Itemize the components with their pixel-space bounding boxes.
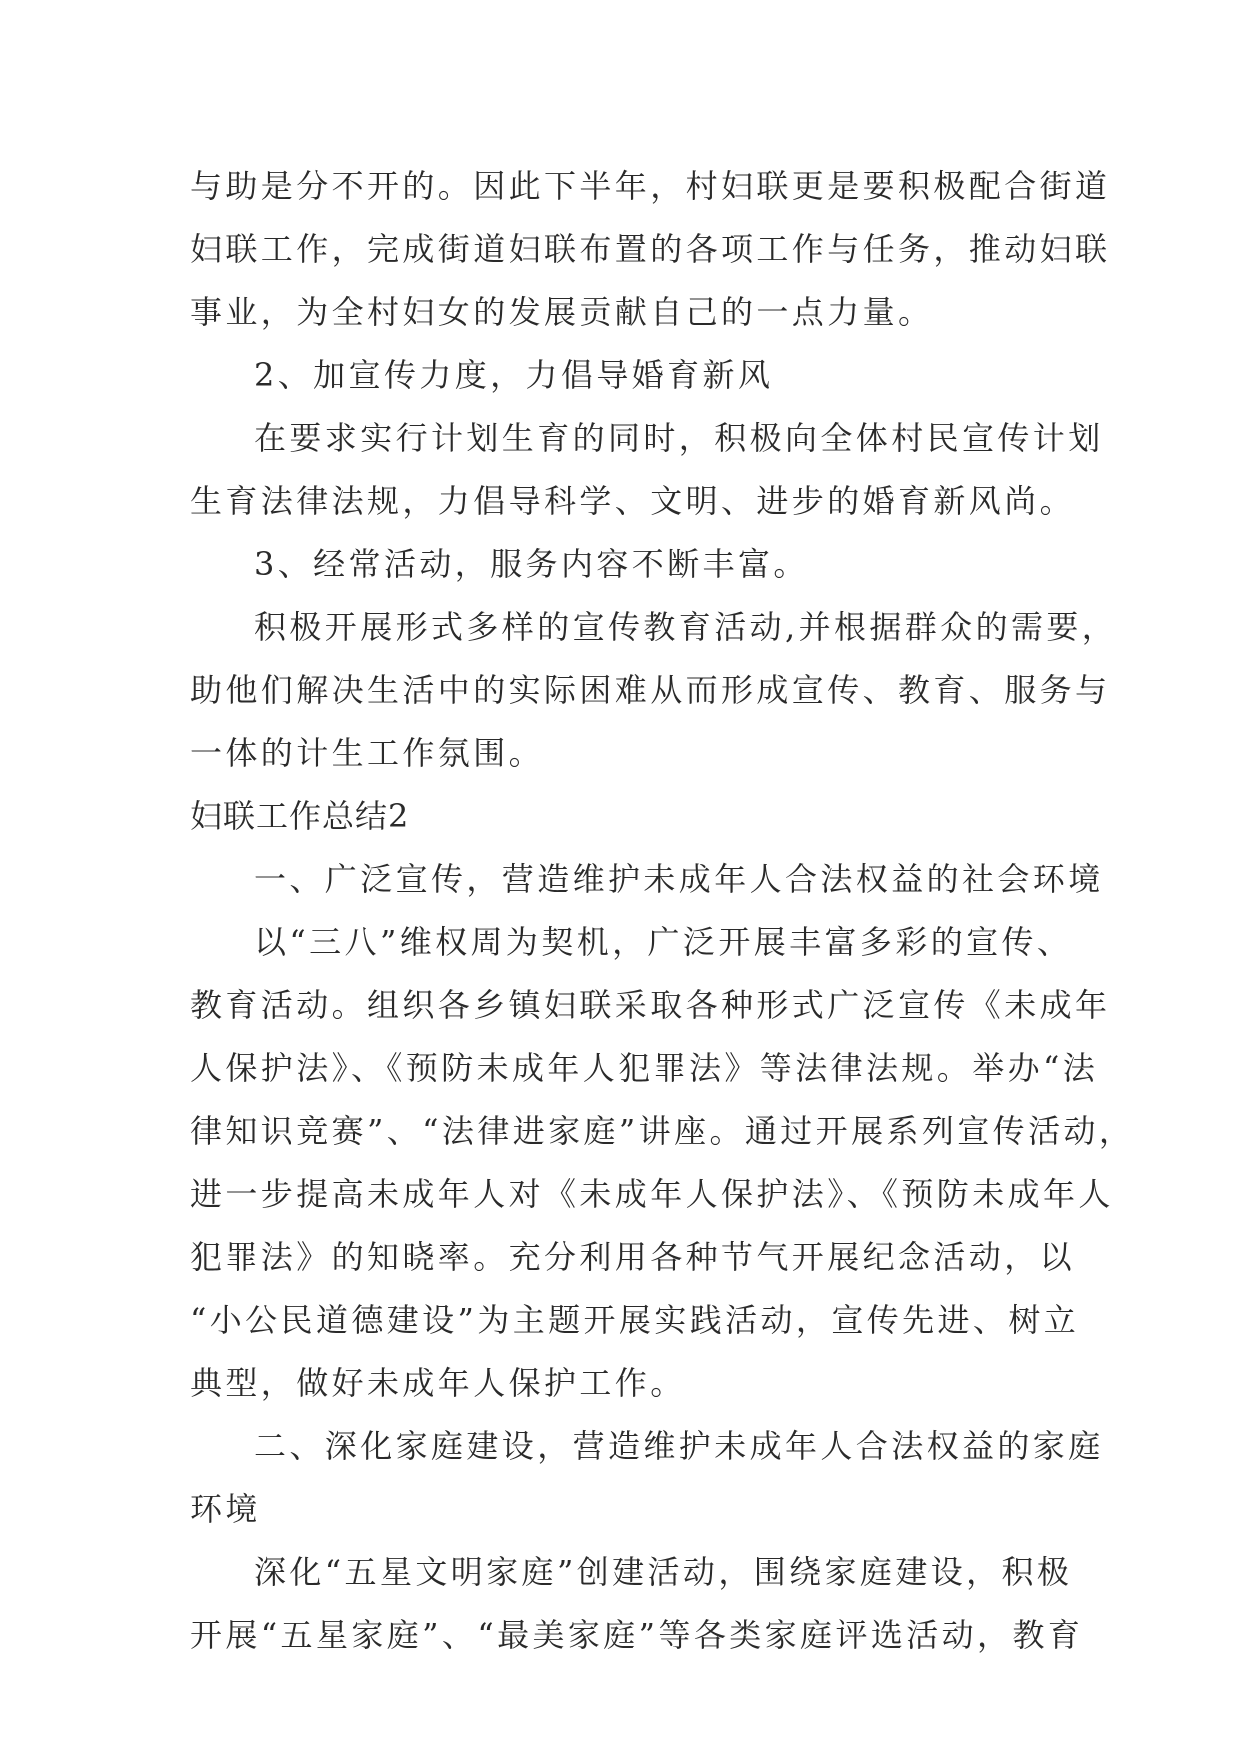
section-heading: 2、加宣传力度，力倡导婚育新风 xyxy=(254,356,774,394)
body-text-line: 事业，为全村妇女的发展贡献自己的一点力量。 xyxy=(190,293,934,331)
body-text-line: 助他们解决生活中的实际困难从而形成宣传、教育、服务与 xyxy=(190,671,1111,709)
body-text-line: 与助是分不开的。因此下半年，村妇联更是要积极配合街道 xyxy=(190,167,1111,205)
body-text-line: 在要求实行计划生育的同时，积极向全体村民宣传计划 xyxy=(254,419,1104,457)
body-text-line: 积极开展形式多样的宣传教育活动,并根据群众的需要， xyxy=(254,608,1118,646)
section-heading-continuation: 环境 xyxy=(190,1490,261,1528)
body-text-line: 律知识竞赛”、“法律进家庭”讲座。通过开展系列宣传活动， xyxy=(190,1112,1135,1150)
body-text-line: 开展“五星家庭”、“最美家庭”等各类家庭评选活动，教育 xyxy=(190,1616,1084,1654)
section-heading: 一、广泛宣传，营造维护未成年人合法权益的社会环境 xyxy=(254,860,1104,898)
body-text-line: 以“三八”维权周为契机，广泛开展丰富多彩的宣传、 xyxy=(254,923,1073,961)
body-text-line: 妇联工作，完成街道妇联布置的各项工作与任务，推动妇联 xyxy=(190,230,1111,268)
body-text-line: 典型，做好未成年人保护工作。 xyxy=(190,1364,686,1402)
body-text-line: 犯罪法》的知晓率。充分利用各种节气开展纪念活动，以 xyxy=(190,1238,1076,1276)
document-title: 妇联工作总结2 xyxy=(190,797,410,835)
body-text-line: 人保护法》、《预防未成年人犯罪法》等法律法规。举办“法 xyxy=(190,1049,1099,1087)
body-text-line: 生育法律法规，力倡导科学、文明、进步的婚育新风尚。 xyxy=(190,482,1076,520)
section-heading: 二、深化家庭建设，营造维护未成年人合法权益的家庭 xyxy=(254,1427,1104,1465)
body-text-line: 深化“五星文明家庭”创建活动，围绕家庭建设，积极 xyxy=(254,1553,1073,1591)
body-text-line: 一体的计生工作氛围。 xyxy=(190,734,545,772)
body-text-line: 进一步提高未成年人对《未成年人保护法》、《预防未成年人 xyxy=(190,1175,1114,1213)
body-text-line: “小公民道德建设”为主题开展实践活动，宣传先进、树立 xyxy=(190,1301,1080,1339)
section-heading: 3、经常活动，服务内容不断丰富。 xyxy=(254,545,809,583)
body-text-line: 教育活动。组织各乡镇妇联采取各种形式广泛宣传《未成年 xyxy=(190,986,1111,1024)
